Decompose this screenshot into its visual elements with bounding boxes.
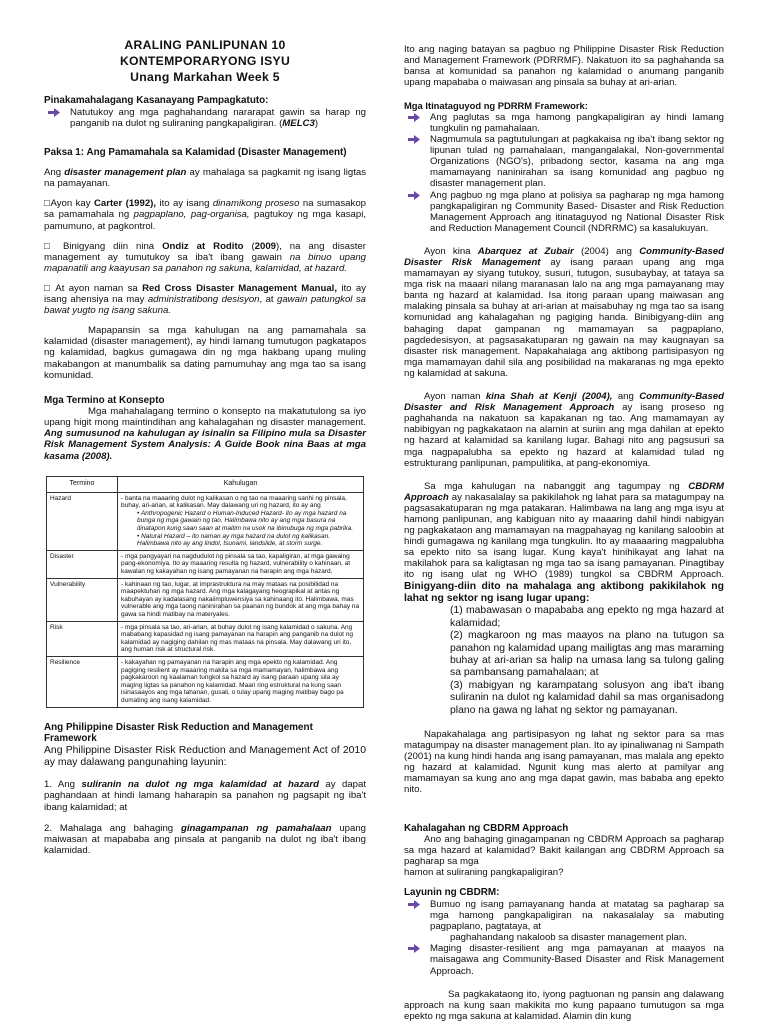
- header-line-3: Unang Markahan Week 5: [130, 70, 280, 84]
- pdrrmf-intro: Ito ang naging batayan sa pagbuo ng Philippine Disaster Risk Reduction and Management Framework (PDRRMF). Nakatuon ito sa paghahanda sa bansa at komunidad sa panahon ng kalamidad o anumang panganib upang mapababa o maiwasan ang pinsala sa buhay at ari-arian.: [404, 44, 724, 89]
- pdrrmf-heading: Ang Philippine Disaster Risk Reduction and Management Framework: [44, 721, 313, 744]
- definition-cell: - kakayahan ng pamayanan na harapin ang mga epekto ng kalamidad. Ang pagiging resilient ay maaaring makita sa mga mamamayan, halimbawa ang pagkakaroon ng kaalaman tungkol sa hazard ay isang paraan upang sila ay maging ligtas sa panahon ng kalamidad. Maari ring estruktural na kung saan isinasaayos ang mga tahanan, gusali, o tulay upang maging matibay bago pa dumating ang isang kalamidad.: [118, 656, 364, 707]
- right-column: [404, 0, 724, 1022]
- paksa-p2: □Ayon kay Carter (1992), ito ay isang dinamikong proseso na sumasakop sa pamamahala ng pagpaplano, pag-organisa, pagtukoy ng mga kasapi, pamumuno, at pagkontrol.: [44, 198, 366, 232]
- layunin-item-cont: paghahandang nakaloob sa disaster management plan.: [450, 932, 687, 944]
- table-row: [47, 621, 364, 656]
- kahalagahan-paragraph-2: hamon at suliraning pangkapaligiran?: [404, 867, 564, 879]
- closing-paragraph: Sa pagkakataong ito, iyong pagtuonan ng pansin ang dalawang approach na kung saan makikita mo kung papaano tumutugon sa mga epekto ng mga sakuna at kalamidad. Alamin din kung: [404, 988, 724, 1022]
- kahalagahan-paragraph: Ano ang bahaging ginagampanan ng CBDRM Approach sa pagharap sa mga hazard at kalamidad? Bakit kailangan ang CBDRM Approach sa pagharap sa mga: [404, 834, 724, 868]
- paksa-p1: Ang disaster management plan ay mahalaga sa pagkamit ng isang ligtas na pamayanan.: [44, 167, 366, 190]
- itinataguyod-item: Ang paglutas sa mga hamong pangkapaligiran ay hindi lamang tungkulin ng pamahalaan.: [404, 112, 724, 134]
- pinaka-heading: Pinakamahalagang Kasanayang Pampagkatuto:: [44, 95, 269, 106]
- arrow-bullet-icon: [48, 108, 60, 120]
- table-header-kahulugan: Kahulugan: [118, 476, 364, 492]
- term-cell: Vulnerability: [47, 578, 118, 621]
- module-header: [44, 37, 366, 85]
- termino-p1: Mga mahahalagang termino o konsepto na makatutulong sa iyo upang higit mong maintindihan ang kahalagahan ng disaster management. Ang sumusunod na kahulugan ay isinalin sa Filipino mula sa Disaster Risk Management System Analysis: A Guide Book nina Baas at mga kasama (2008).: [44, 406, 366, 462]
- paksa-p3: □ Binigyang diin nina Ondiz at Rodito (2009), na ang disaster management ay tumutukoy sa iba't ibang gawain na binuo upang mapanatili ang kaayusan sa panahon ng sakuna, kalamidad, at hazard.: [44, 240, 366, 274]
- left-column: [44, 0, 366, 856]
- table-row: [47, 578, 364, 621]
- arrow-bullet-icon: [408, 944, 420, 956]
- term-cell: Risk: [47, 621, 118, 656]
- melc-code: MELC3: [282, 117, 315, 129]
- layunin-item: Maging disaster-resilient ang mga pamayanan at maayos na maisagawa ang Community-Based Disaster and Risk Management Approach.: [404, 943, 724, 976]
- definition-cell: - mga pangyayari na nagdudulot ng pinsala sa tao, kapaligiran, at mga gawaing pang-ekonomiya. Ito ay maaaring resulta ng hazard, vulnerability o kahinaan, at kawalan ng kakayahan ng isang pamayanan na harapin ang mga hazard.: [118, 550, 364, 578]
- definition-cell: - kahinaan ng tao, lugar, at imprastruktura na may mataas na posibilidad na maapektuhan ng mga hazard. Ang mga kalagayang heograpikal at antas ng kabuhayan ay kadalasang nakaiimpluwensiya sa kahinaang ito. Halimbawa, mas vulnerable ang mga taong naninirahan sa paanan ng bundok at ang mga bahay na gawa sa hindi matibay na materyales.: [118, 578, 364, 621]
- arrow-bullet-icon: [408, 900, 420, 912]
- upang-list: [404, 605, 724, 717]
- terms-table: [46, 476, 364, 708]
- header-line-2: KONTEMPORARYONG ISYU: [119, 54, 291, 68]
- header-line-1: ARALING PANLIPUNAN 10: [124, 38, 286, 52]
- term-cell: Hazard: [47, 492, 118, 550]
- list-item: (3) mabigyan ng karampatang solusyon ang iba't ibang suliranin na dulot ng kalamidad dahil sa mas organisadong plano na gawa ng lahat ng sektor ng pamayanan.: [450, 679, 724, 716]
- pinaka-item: Natutukoy ang mga paghahandang nararapat gawin sa harap ng panganib na dulot ng suliraning pangkapaligiran. (MELC3): [44, 107, 366, 129]
- term-cell: Resilience: [47, 656, 118, 707]
- paksa-p4: □ At ayon naman sa Red Cross Disaster Management Manual, ito ay isang ahensiya na may administratibong desisyon, at gawain patungkol sa bawat yugto ng isang sakuna.: [44, 282, 366, 317]
- table-header-termino: Termino: [47, 476, 118, 492]
- arrow-bullet-icon: [408, 135, 420, 147]
- table-row: [47, 656, 364, 707]
- paksa-heading: Paksa 1: Ang Pamamahala sa Kalamidad (Disaster Management): [44, 146, 347, 158]
- table-row: [47, 492, 364, 550]
- paksa-p5: Mapapansin sa mga kahulugan na ang pamamahala sa kalamidad (disaster management), ay hindi lamang tumutugon pagkatapos ng kalamidad, bagkus gumagawa din ng mga hakbang upang muling makabangon at manumbalik sa dating pamumuhay ang mga tao sa isang komunidad.: [44, 325, 366, 381]
- term-cell: Disaster: [47, 550, 118, 578]
- arrow-bullet-icon: [408, 191, 420, 203]
- pdrrmf-p2: 1. Ang suliranin na dulot ng mga kalamidad at hazard ay dapat paghandaan at hindi lamang haharapin sa panahon ng pagsapit ng iba't ibang kalamidad; at: [44, 779, 366, 813]
- list-item: (1) mabawasan o mapababa ang epekto ng mga hazard at kalamidad;: [450, 605, 724, 629]
- table-header-row: [47, 476, 364, 492]
- pdrrmf-p3: 2. Mahalaga ang bahaging ginagampanan ng pamahalaan upang maiwasan at mapababa ang pinsala at panganib na dulot ng iba't ibang kalamidad.: [44, 822, 367, 856]
- list-item: (2) magkaroon ng mas maayos na plano na tutugon sa panahon ng kalamidad upang mailigtas ang mas maraming buhay at ari-arian sa halip na umasa lang sa tulong galing sa pambansang pamahalaan; at: [450, 630, 724, 679]
- definition-cell: - mga pinsala sa tao, ari-arian, at buhay dulot ng isang kalamidad o sakuna. Ang mababang kapasidad ng isang pamayanan na harapin ang panganib na dulot ng kalamidad ay nagiging dahilan ng mas mataas na pinsala. May dalawang uri ito, ang human risk at structural risk.: [118, 621, 364, 656]
- shah-paragraph: Ayon naman kina Shah at Kenji (2004), ang Community-Based Disaster and Risk Management Approach ay isang proseso ng paghahanda na nakatuon sa kapakanan ng tao. Ang mamamayan ay nabibigyan ng pagkakataon na alamin at suriin ang mga dahilan at epekto ng hazard at kalamidad sa kanilang lugar. Bahagi nito ang pagsusuri sa mga nagpapalubha sa epekto ng hazard at kalamidad tulad ng estrukturang panlipunan, pampulitika, at pang-ekonomiya.: [404, 391, 725, 469]
- layunin-item: Bumuo ng isang pamayanang handa at matatag sa pagharap sa mga hamong pangkapaligiran na nakasalalay sa mabuting pagpaplano, pagtataya, at: [404, 899, 724, 932]
- kahalagahan-heading: Kahalagahan ng CBDRM Approach: [404, 822, 569, 834]
- arrow-bullet-icon: [408, 113, 420, 125]
- itinataguyod-item: Nagmumula sa pagtutulungan at pagkakaisa ng iba't ibang sektor ng lipunan tulad ng pamahalaan, mangangalakal, Non-governmental Organizations (NGO's), pribadong sector, kasama na ang mga mamamayang naninirahan sa isang komunidad ang pagbuo ng disaster management plan.: [404, 134, 724, 189]
- pdrrmf-p1: Ang Philippine Disaster Risk Reduction and Management Act of 2010 ay may dalawang pangunahing layunin:: [44, 744, 366, 768]
- definition-cell: - banta na maaaring dulot ng kalikasan o ng tao na maaaring sanhi ng pinsala, buhay, ari-arian, at kalikasan. May dalawang uri ng hazard, ito ay ang • Anthropogenic Hazard o Human-Induced Hazard- ito ay mga hazard na bunga ng mga gawain ng tao. Halimbawa nito ay ang mga basura na itinatapon kung saan saan at maitim na usok na ibinubuga ng mga pabrika. • Natural Hazard – ito naman ay mga hazard na dulot ng kalikasan. Halimbawa nito ay ang lindol, tsunami, landslide, at storm surge.: [118, 492, 364, 550]
- napakahalaga-paragraph: Napakahalaga ang partisipasyon ng lahat ng sektor para sa mas matagumpay na disaster management plan. Ito ay ipinaliwanag ni Sampath (2001) na kung hindi handa ang isang pamayanan, mas malala ang epekto ng hazard at kalamidad. Ngunit kung mas alerto at pamilyar ang mamamayan sa kung ano ang mga dapat gawin, mas bababa ang epekto nito.: [404, 729, 724, 796]
- layunin-heading: Layunin ng CBDRM:: [404, 887, 500, 899]
- abarquez-paragraph: Ayon kina Abarquez at Zubair (2004) ang Community-Based Disaster Risk Management ay isang paraan upang ang mga mamamayan ay siyang tutukoy, susuri, tutugon, susubaybay, at tataya sa mga risk na maaari nilang maranasan lalo na ang mga pamayanang may banta ng hazard at kalamidad. Isa itong paraan upang maiwasan ang malaking pinsala sa buhay at ari-arian at maisabuhay ng mga tao sa isang komunidad ang kahalagahan ng pagiging handa. Binibigyang-diin ang bahaging dapat gampanan ng mamamayan sa pagpaplano, pagdedesisyon, at pagsasakatuparan ng gawain na may kaugnayan sa disaster risk management. Napakahalaga ang aktibong partisipasyon ng mga mamamayan dahil sila ang posibilidad na makaranas ng mga epekto ng kalamidad at sakuna.: [404, 245, 725, 379]
- termino-heading: Mga Termino at Konsepto: [44, 394, 165, 406]
- itinataguyod-heading: Mga Itinataguyod ng PDRRM Framework:: [404, 100, 588, 112]
- table-row: [47, 550, 364, 578]
- itinataguyod-item: Ang pagbuo ng mga plano at polisiya sa pagharap ng mga hamong pangkapaligiran ng Community Based- Disaster and Risk Reduction Management Approach ang itinataguyod ng National Disaster Risk and Reduction Management Council (NDRRMC) sa kasalukuyan.: [404, 190, 724, 234]
- cbdrm-paragraph: Sa mga kahulugan na nabanggit ang tagumpay ng CBDRM Approach ay nakasalalay sa pakikilahok ng lahat para sa matagumpay na pagsasakatuparan ng mga patakaran. Halimbawa na lang ang mga isyu at hamong panlipunan, ang kabiguan nito ay maaaring dahil hindi nabigyan ng pagkakataon ang mamamayan na magpahayag ng kanilang saloobin at hindi gumagawa ng kanilang mga tungkulin. Ito ay maaaaring magpalubha sa epekto nito sa isang lugar. Kung kaya't hinihikayat ang lahat na makilahok para sa kaligtasan ng mga tao sa isang pamayanan. Pinagtibay ito ng isang ulat ng WHO (1989) tungkol sa CBDRM Approach. Binigyang-diin dito na mahalaga ang aktibong pakikilahok ng lahat ng sektor ng isang lugar upang:: [404, 480, 724, 604]
